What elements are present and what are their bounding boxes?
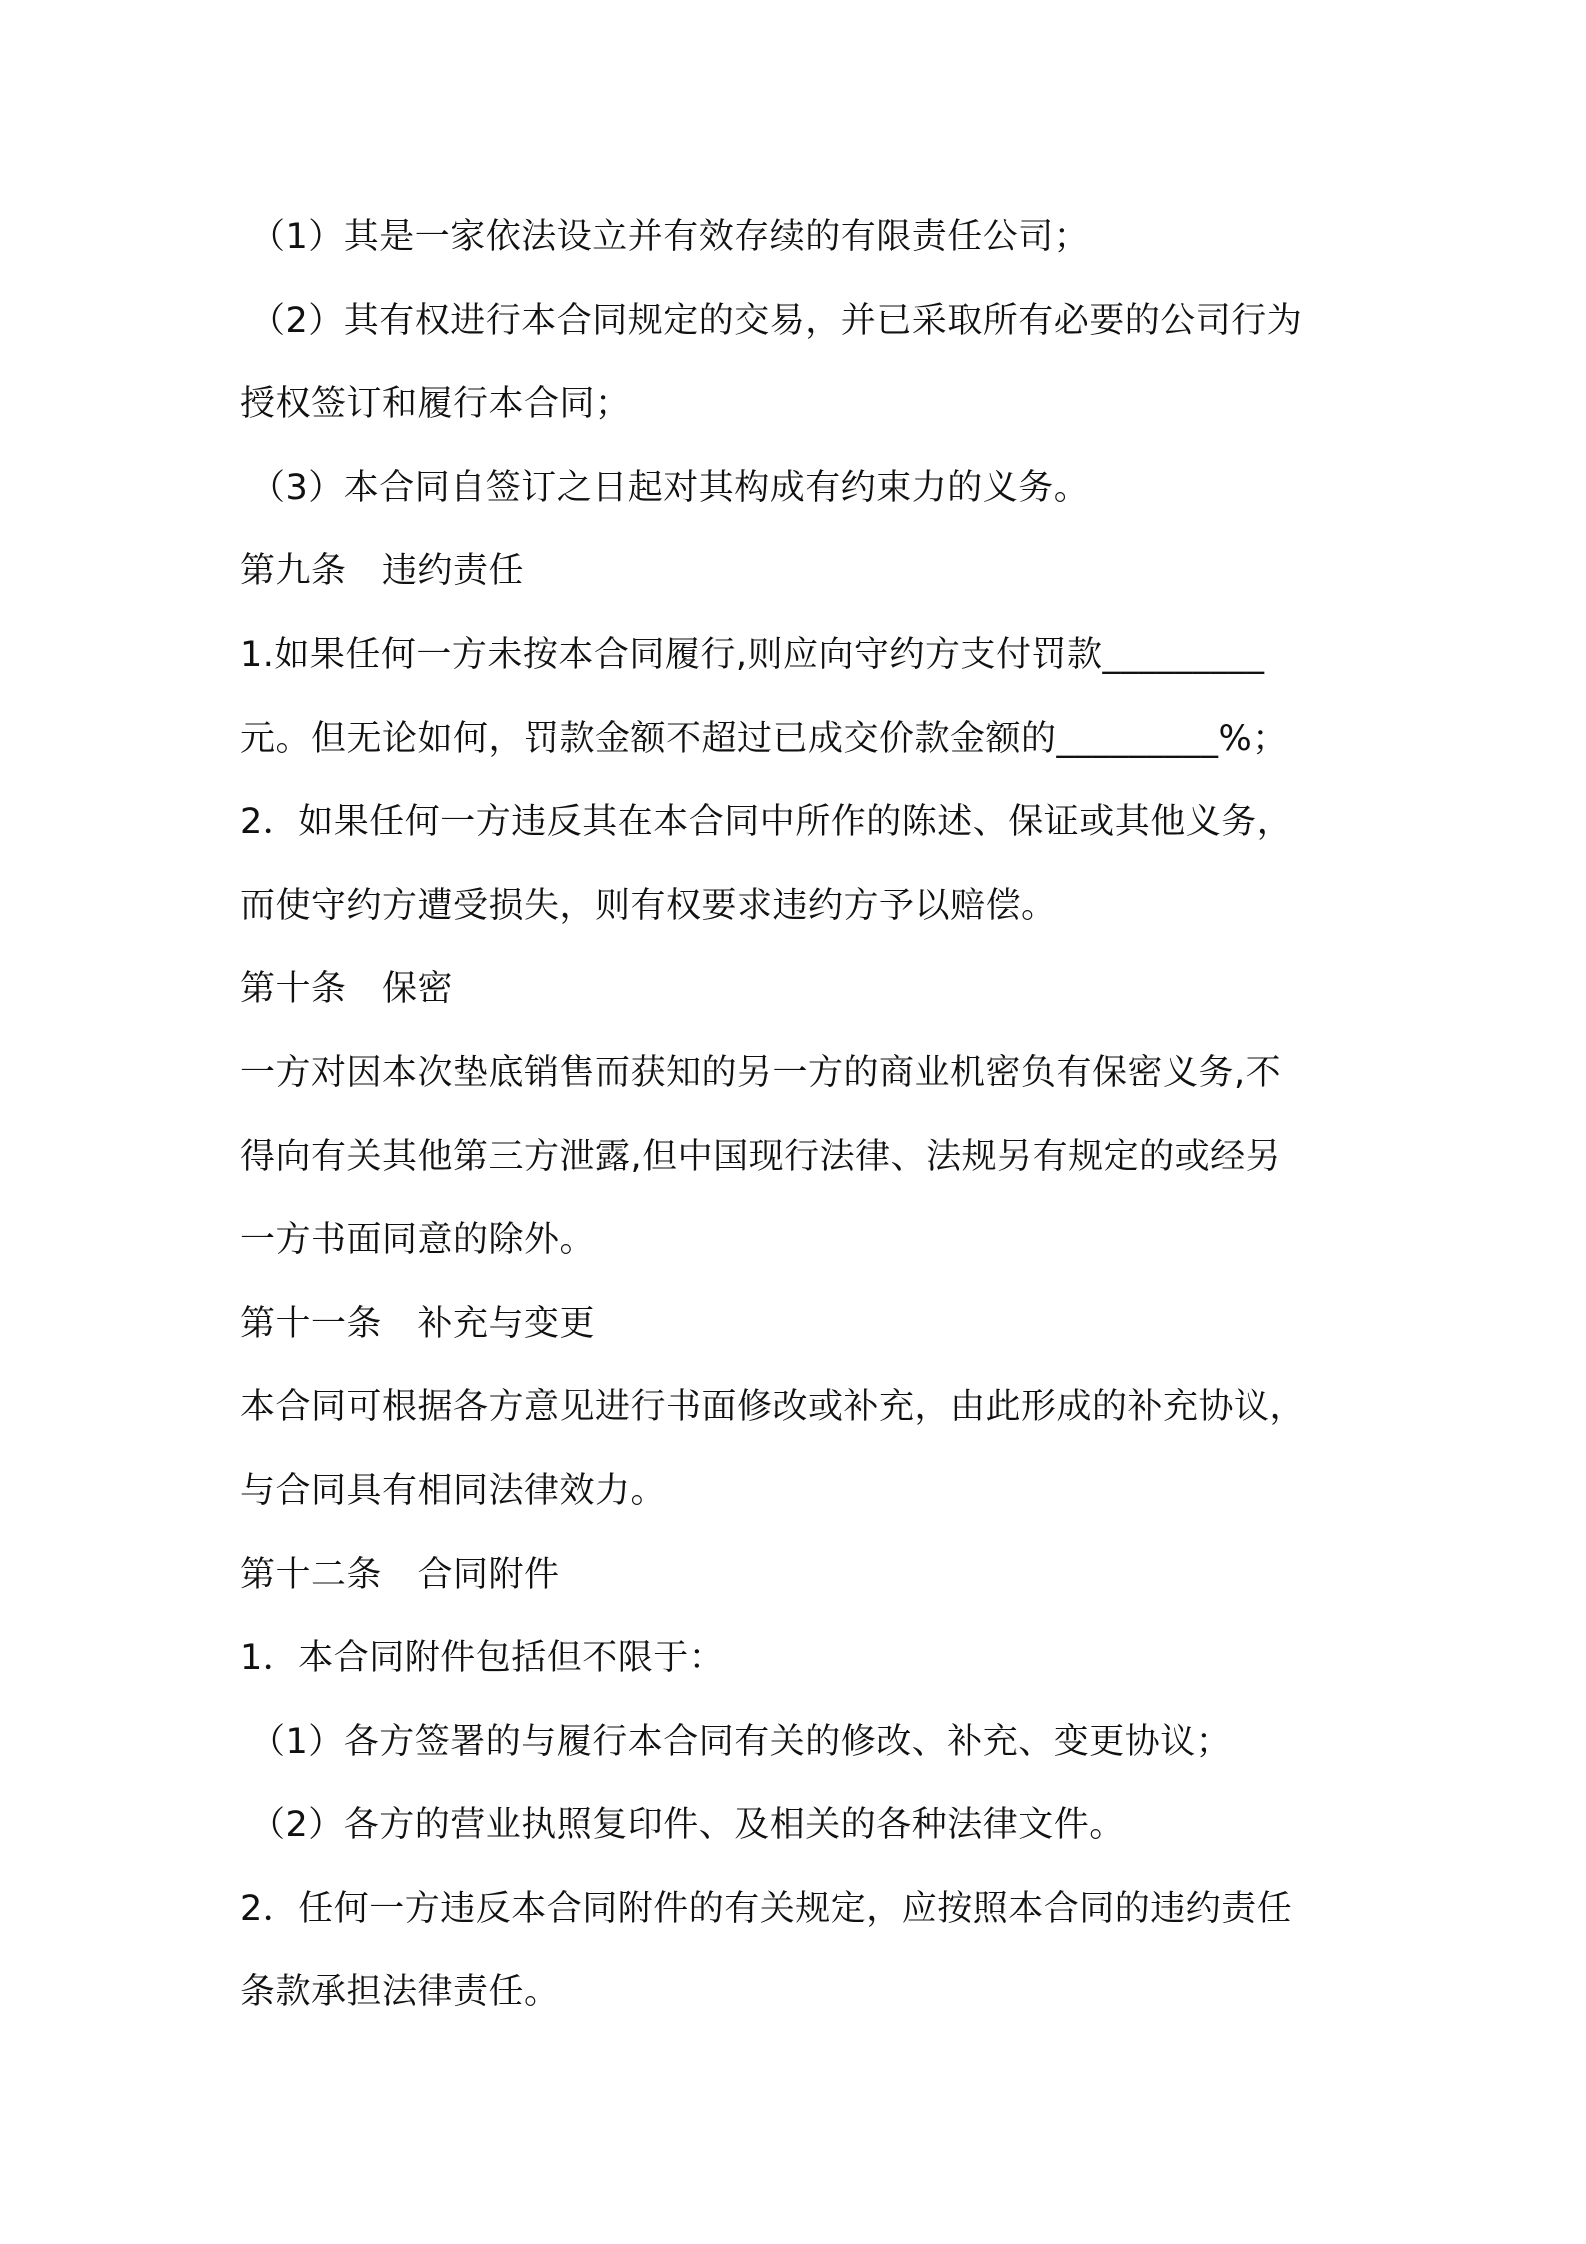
article-9-para-2-line-2: 而使守约方遭受损失，则有权要求违约方予以赔偿。 [240, 885, 1057, 926]
article-11-para-line-1: 本合同可根据各方意见进行书面修改或补充，由此形成的补充协议， [240, 1387, 1306, 1428]
clause-8-item-2-line-1: （2）其有权进行本合同规定的交易，并已采取所有必要的公司行为 [250, 300, 1303, 341]
article-12-para-1: 1．本合同附件包括但不限于： [240, 1638, 725, 1679]
article-10-para-line-3: 一方书面同意的除外。 [240, 1220, 596, 1261]
article-10-heading: 第十条 保密 [240, 969, 454, 1010]
article-10-para-line-2: 得向有关其他第三方泄露,但中国现行法律、法规另有规定的或经另 [240, 1136, 1282, 1177]
article-9-heading: 第九条 违约责任 [240, 551, 525, 592]
clause-8-item-3: （3）本合同自签订之日起对其构成有约束力的义务。 [250, 467, 1090, 508]
article-12-para-2-line-2: 条款承担法律责任。 [240, 1972, 560, 2013]
article-9-para-1-line-2: 元。但无论如何，罚款金额不超过已成交价款金额的_________%； [240, 718, 1288, 759]
article-9-para-1-line-1: 1.如果任何一方未按本合同履行,则应向守约方支付罚款_________ [240, 634, 1265, 675]
article-9-para-2-line-1: 2．如果任何一方违反其在本合同中所作的陈述、保证或其他义务， [240, 802, 1293, 843]
article-12-para-2-line-1: 2．任何一方违反本合同附件的有关规定，应按照本合同的违约责任 [240, 1888, 1293, 1929]
article-11-heading: 第十一条 补充与变更 [240, 1303, 596, 1344]
clause-8-item-1: （1）其是一家依法设立并有效存续的有限责任公司； [250, 217, 1090, 257]
article-11-para-line-2: 与合同具有相同法律效力。 [240, 1470, 667, 1511]
article-12-item-1: （1）各方签署的与履行本合同有关的修改、补充、变更协议； [250, 1721, 1232, 1762]
article-10-para-line-1: 一方对因本次垫底销售而获知的另一方的商业机密负有保密义务,不 [240, 1052, 1282, 1093]
document-body [240, 196, 1360, 2035]
article-12-item-2: （2）各方的营业执照复印件、及相关的各种法律文件。 [250, 1805, 1125, 1846]
clause-8-item-2-line-2: 授权签订和履行本合同； [240, 384, 631, 425]
article-12-heading: 第十二条 合同附件 [240, 1554, 560, 1595]
